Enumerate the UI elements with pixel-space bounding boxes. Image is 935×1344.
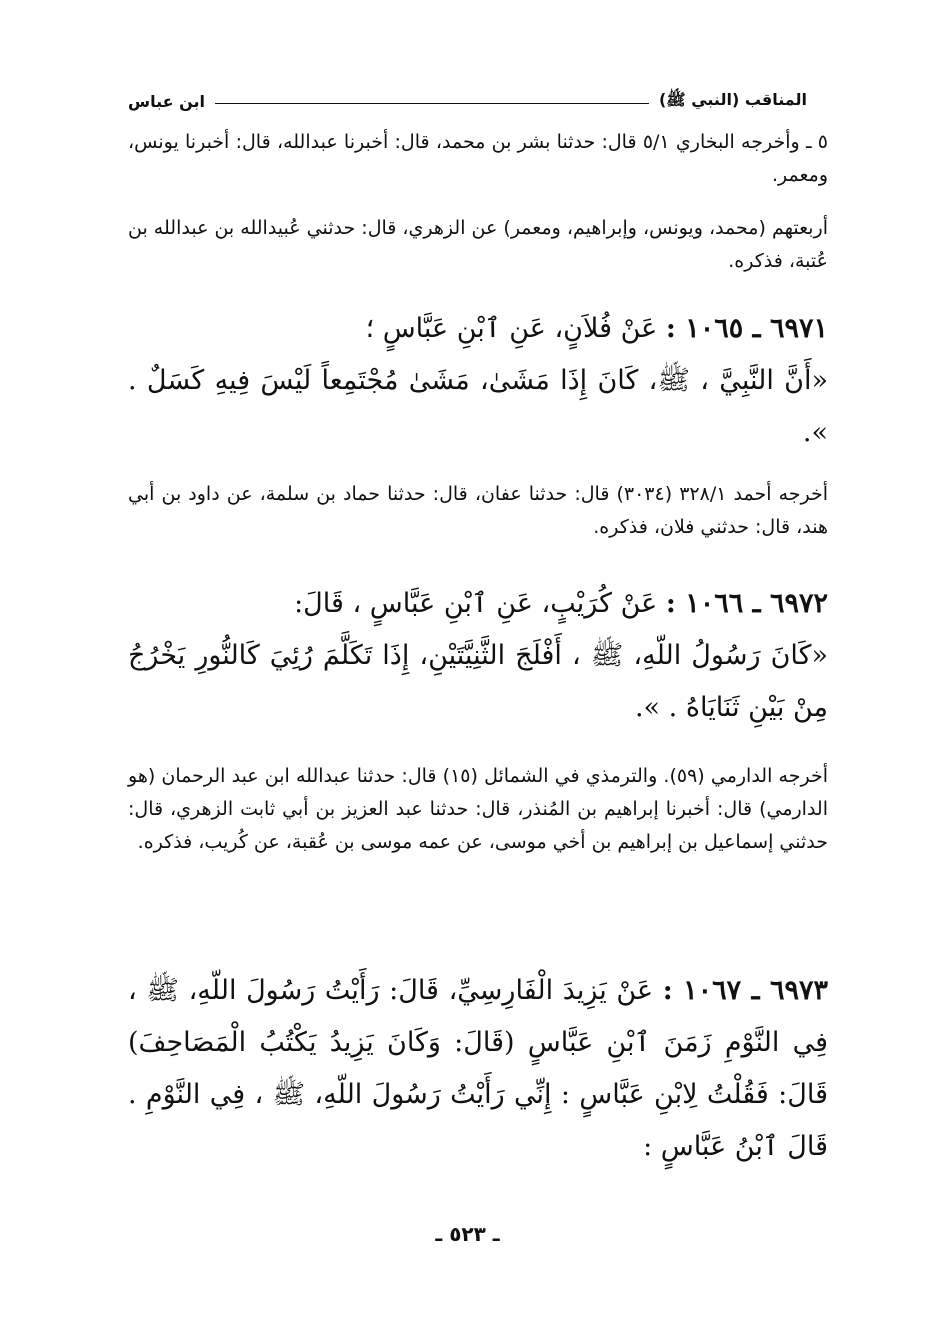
header-rule: [215, 103, 649, 104]
running-header: [128, 88, 807, 114]
takhrij-6971: أخرجه أحمد ٣٢٨/١ (٣٠٣٤) قال: حدثنا عفان، قال: حدثنا حماد بن سلمة، عن داود بن أبي هند، قال: حدثني فلان، فذكره.: [128, 483, 829, 538]
header-chapter-title: المناقب (النبي ﷺ): [658, 89, 807, 109]
hadith-6971-heading: [128, 303, 828, 355]
footnote-5-part-1: ٥ ـ وأخرجه البخاري ٥/١ قال: حدثنا بشر بن محمد، قال: أخبرنا عبدالله، قال: أخبرنا يونس، ومعمر.: [128, 131, 828, 186]
hadith-number: ٦٩٧١ ـ ١٠٦٥ :: [665, 313, 828, 344]
takhrij-6972: أخرجه الدارمي (٥٩). والترمذي في الشمائل (١٥) قال: حدثنا عبدالله ابن عبد الرحمان (هو الدارمي) قال: أخبرنا إبراهيم بن المُنذر، قال: حدثنا عبد العزيز بن أبي ثابت الزهري، قال: حدثني إسماعيل بن إبراهيم بن أخي موسى، عن عمه موسى بن عُقبة، عن كُريب، فذكره.: [128, 765, 828, 853]
hadith-matn: «كَانَ رَسُولُ اللّهِ، ﷺ ، أَفْلَجَ الثَّنِيَّتَيْنِ، إِذَا تَكَلَّمَ رُئِيَ كَالنُّورِ يَخْرُجُ مِنْ بَيْنِ ثَنَايَاهُ . ».: [128, 640, 828, 723]
hadith-isnad: عَنْ فُلاَنٍ، عَنِ ٱبْنِ عَبَّاسٍ ؛: [365, 313, 658, 344]
hadith-isnad: عَنْ كُرَيْبٍ، عَنِ ٱبْنِ عَبَّاسٍ ، قَالَ:: [294, 588, 658, 619]
hadith-number: ٦٩٧٢ ـ ١٠٦٦ :: [665, 588, 828, 619]
hadith-matn: «أَنَّ النَّبِيَّ ، ﷺ، كَانَ إِذَا مَشَىٰ، مَشَىٰ مُجْتَمِعاً لَيْسَ فِيهِ كَسَلٌ . ».: [128, 365, 828, 448]
page-number: ـ ٥٢٣ ـ: [435, 1222, 500, 1246]
header-section-title: ابن عباس: [128, 91, 206, 111]
hadith-6971: [128, 303, 828, 459]
hadith-6972-heading: [128, 578, 828, 630]
footnote-5-part-2: أربعتهم (محمد، ويونس، وإبراهيم، ومعمر) عن الزهري، قال: حدثني عُبيدالله بن عبدالله بن عُتبة، فذكره.: [128, 217, 828, 272]
hadith-6972: [128, 578, 828, 734]
hadith-6973: [128, 965, 828, 1173]
hadith-text: عَنْ يَزِيدَ الْفَارِسِيِّ، قَالَ: رَأَيْتُ رَسُولَ اللّهِ، ﷺ ، فِي النَّوْمِ زَمَنَ ٱبْنِ عَبَّاسٍ (قَالَ: وَكَانَ يَزِيدُ يَكْتُبُ الْمَصَاحِفَ) قَالَ: فَقُلْتُ لِابْنِ عَبَّاسٍ : إِنِّي رَأَيْتُ رَسُولَ اللّهِ، ﷺ ، فِي النَّوْمِ . قَالَ ٱبْنُ عَبَّاسٍ :: [128, 975, 828, 1162]
hadith-number: ٦٩٧٣ ـ ١٠٦٧ :: [662, 975, 829, 1006]
